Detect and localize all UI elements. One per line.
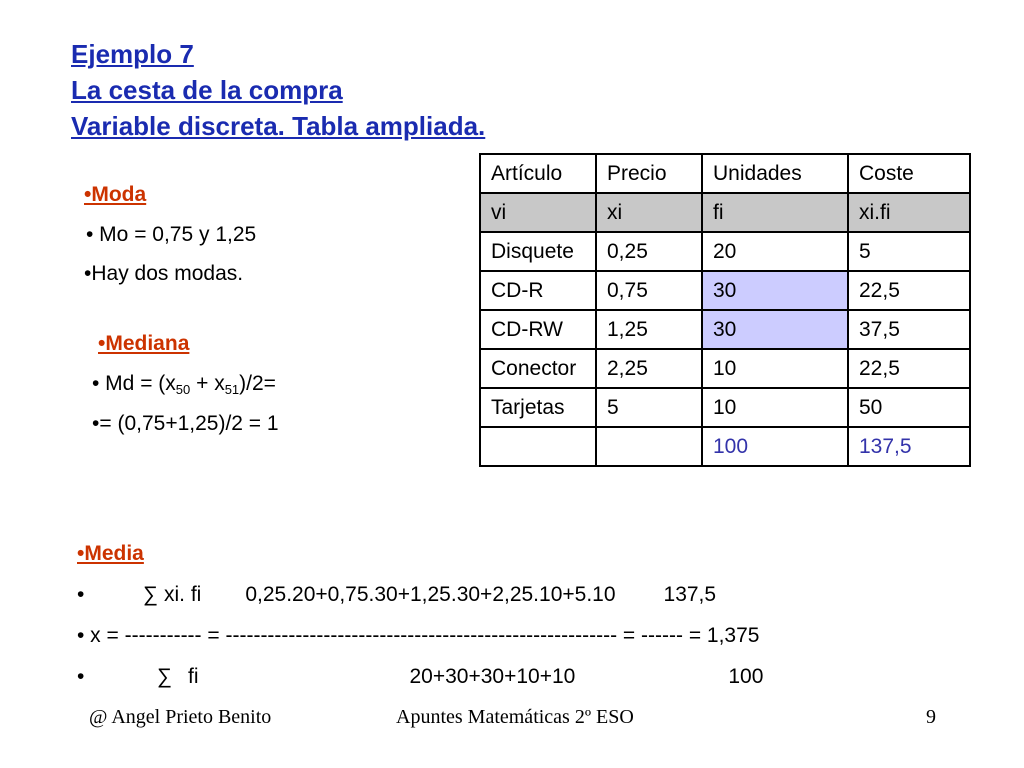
mediana-formula-suffix: )/2= — [239, 372, 276, 395]
table-cell: CD-RW — [480, 310, 596, 349]
table-cell: 10 — [702, 388, 848, 427]
media-fraction-line: • x = ----------- = -------------------------------------------------------- = ------ = 1,375 — [77, 624, 760, 647]
mediana-line-2: •= (0,75+1,25)/2 = 1 — [92, 412, 279, 435]
table-total-cell: 100 — [702, 427, 848, 466]
denominator-expression: 20+30+30+10+10 — [409, 665, 576, 688]
numerator-expression: 0,25.20+0,75.30+1,25.30+2,25.10+5.10 — [245, 583, 616, 606]
table-cell: 2,25 — [596, 349, 702, 388]
table-subheader-cell: xi.fi — [848, 193, 970, 232]
table-cell: 22,5 — [848, 349, 970, 388]
frequency-table — [479, 153, 971, 467]
table-row — [480, 349, 970, 388]
table-cell: 20 — [702, 232, 848, 271]
subscript-50: 50 — [175, 382, 191, 397]
table-cell: Conector — [480, 349, 596, 388]
bullet: • — [77, 583, 85, 606]
table-header-cell: Precio — [596, 154, 702, 193]
media-denominator-line — [77, 656, 763, 697]
table-total-cell: 137,5 — [848, 427, 970, 466]
moda-line-1: • Mo = 0,75 y 1,25 — [86, 223, 257, 246]
table-subheader-row — [480, 193, 970, 232]
table-row — [480, 232, 970, 271]
footer-author: @ Angel Prieto Benito — [89, 706, 272, 728]
table-row — [480, 388, 970, 427]
table-cell: 10 — [702, 349, 848, 388]
title-line-1: Ejemplo 7 — [71, 39, 194, 69]
table-cell: 5 — [848, 232, 970, 271]
table-cell: 0,25 — [596, 232, 702, 271]
table-cell: 50 — [848, 388, 970, 427]
table-cell-highlighted: 30 — [702, 310, 848, 349]
table-cell: 37,5 — [848, 310, 970, 349]
table-cell: Tarjetas — [480, 388, 596, 427]
table-row — [480, 271, 970, 310]
moda-heading: •Moda — [84, 183, 147, 206]
mediana-heading: •Mediana — [98, 332, 190, 355]
footer-page-number: 9 — [926, 706, 936, 728]
table-cell: CD-R — [480, 271, 596, 310]
table-total-cell — [480, 427, 596, 466]
table-cell: 5 — [596, 388, 702, 427]
mediana-formula-prefix: • Md = (x — [92, 372, 176, 395]
slide-title — [71, 36, 485, 144]
table-header-cell: Artículo — [480, 154, 596, 193]
table-header-cell: Coste — [848, 154, 970, 193]
numerator-value: 137,5 — [663, 583, 717, 606]
table-cell: Disquete — [480, 232, 596, 271]
media-numerator-line — [77, 574, 763, 615]
denominator-label: fi — [187, 665, 199, 688]
media-heading: •Media — [77, 542, 144, 565]
denominator-value: 100 — [728, 665, 764, 688]
numerator-label: xi. fi — [163, 583, 202, 606]
table-row — [480, 310, 970, 349]
table-cell: 0,75 — [596, 271, 702, 310]
table-subheader-cell: vi — [480, 193, 596, 232]
table-header-row — [480, 154, 970, 193]
mediana-formula-plus: + x — [190, 372, 225, 395]
table-subheader-cell: fi — [702, 193, 848, 232]
moda-line-2: •Hay dos modas. — [84, 262, 244, 285]
table-cell: 1,25 — [596, 310, 702, 349]
footer-course: Apuntes Matemáticas 2º ESO — [396, 706, 634, 728]
title-line-3: Variable discreta. Tabla ampliada. — [71, 111, 486, 141]
table-total-cell — [596, 427, 702, 466]
table-header-cell: Unidades — [702, 154, 848, 193]
title-line-2: La cesta de la compra — [71, 75, 343, 105]
media-block — [77, 533, 763, 697]
subscript-51: 51 — [224, 382, 240, 397]
table-subheader-cell: xi — [596, 193, 702, 232]
sum-symbol: ∑ — [143, 583, 158, 606]
mediana-line-1 — [92, 367, 276, 401]
table-totals-row — [480, 427, 970, 466]
sum-symbol: ∑ — [157, 665, 172, 688]
table-cell-highlighted: 30 — [702, 271, 848, 310]
bullet: • — [77, 665, 85, 688]
table-cell: 22,5 — [848, 271, 970, 310]
